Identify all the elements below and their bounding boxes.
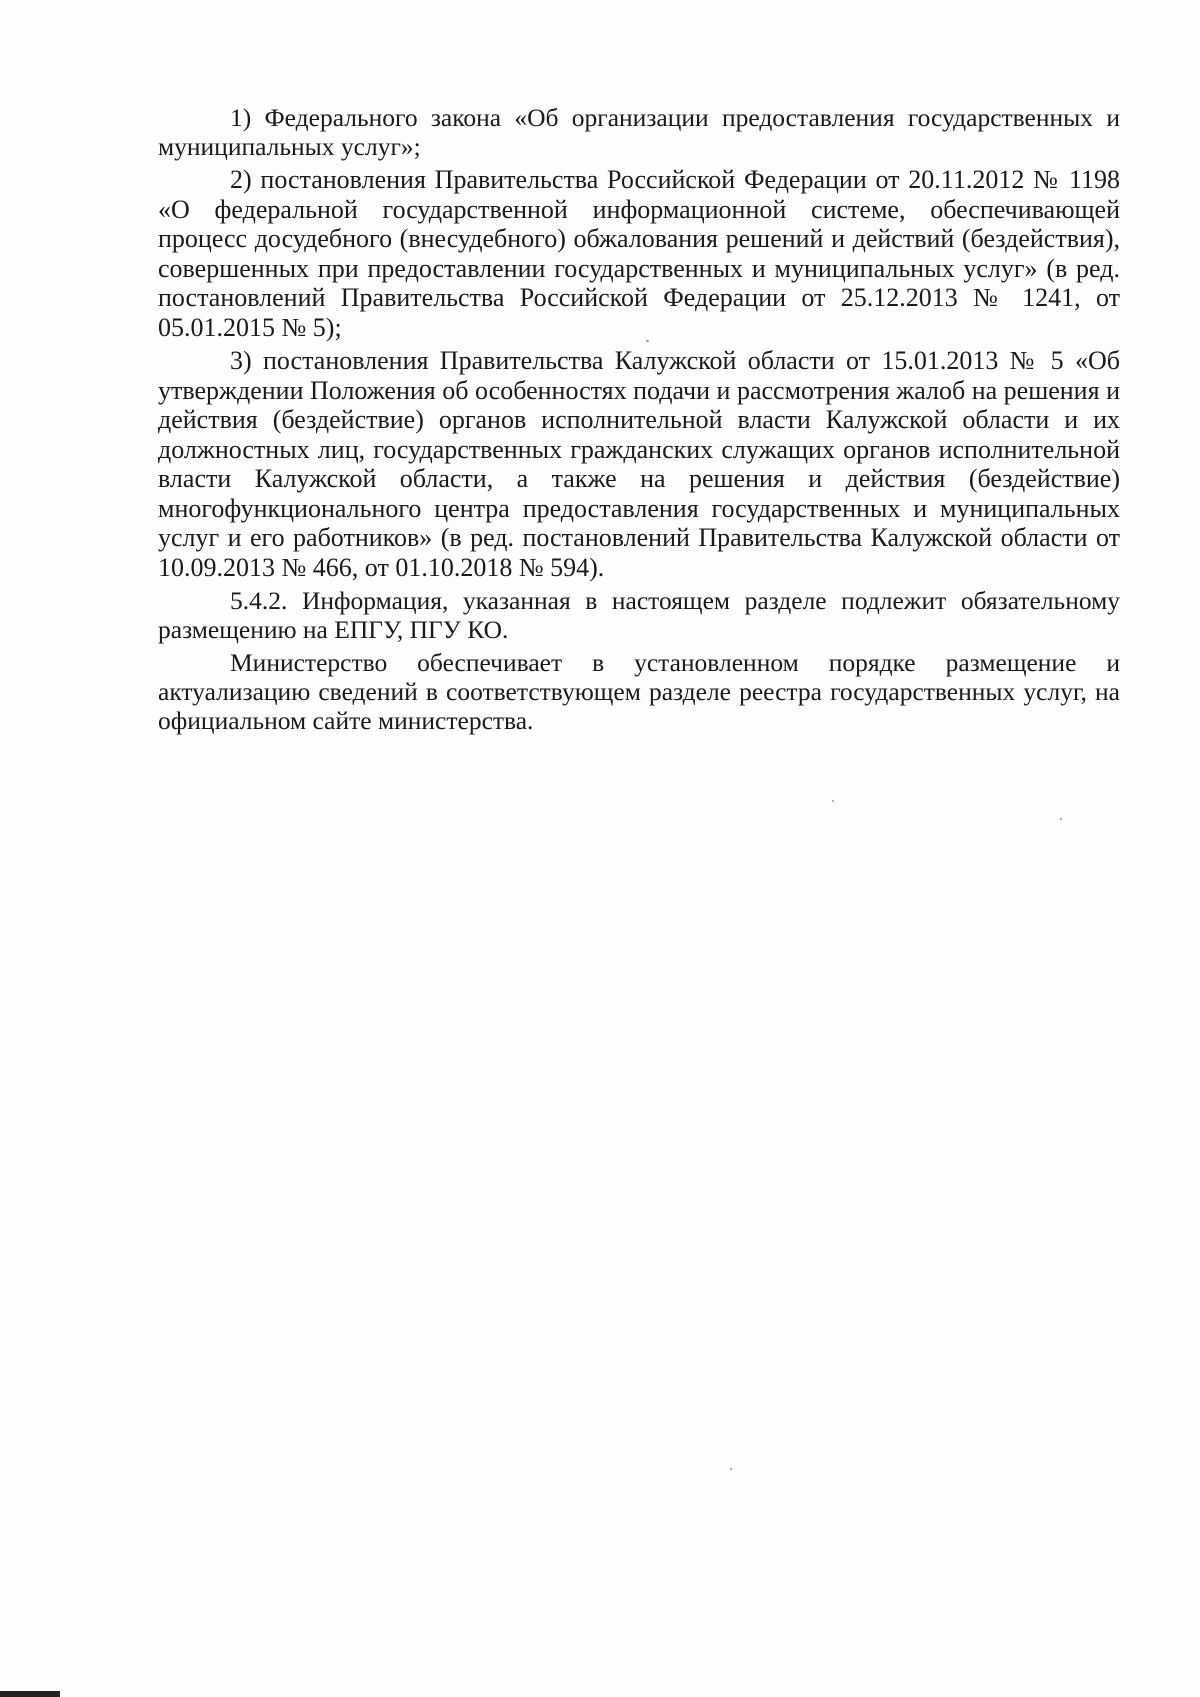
paragraph-item-2: 2) постановления Правительства Российской Федерации от 20.11.2012 № 1198 «О федеральной государственной информационной системе, обеспечивающей процесс досудебного (внесудебного) обжалования решений и действий (бездействия), совершенных при предоставлении государственных и муниципальных услуг» (в ред. постановлений Правительства Российской Федерации от 25.12.2013 № 1241, от 05.01.2015 № 5); <box>158 165 1120 342</box>
paragraph-item-3: 3) постановления Правительства Калужской области от 15.01.2013 № 5 «Об утверждении Положения об особенностях подачи и рассмотрения жалоб на решения и действия (бездействие) органов исполнительной власти Калужской области и их должностных лиц, государственных гражданских служащих органов исполнительной власти Калужской области, а также на решения и действия (бездействие) многофункционального центра предоставления государственных и муниципальных услуг и его работников» (в ред. постановлений Правительства Калужской области от 10.09.2013 № 466, от 01.10.2018 № 594). <box>158 346 1120 582</box>
scan-speck <box>1060 818 1062 820</box>
paragraph-ministry: Министерство обеспечивает в установленном порядке размещение и актуализацию сведений в соответствующем разделе реестра государственных услуг, на официальном сайте министерства. <box>158 648 1120 735</box>
scan-speck <box>832 800 834 802</box>
document-body <box>158 103 1120 739</box>
scan-speck <box>730 1468 732 1470</box>
scan-speck <box>646 340 649 342</box>
paragraph-5-4-2: 5.4.2. Информация, указанная в настоящем разделе подлежит обязательному размещению на ЕПГУ, ПГУ КО. <box>158 586 1120 644</box>
paragraph-item-1: 1) Федерального закона «Об организации предоставления государственных и муниципальных услуг»; <box>158 103 1120 161</box>
scan-edge-mark <box>0 1691 60 1697</box>
